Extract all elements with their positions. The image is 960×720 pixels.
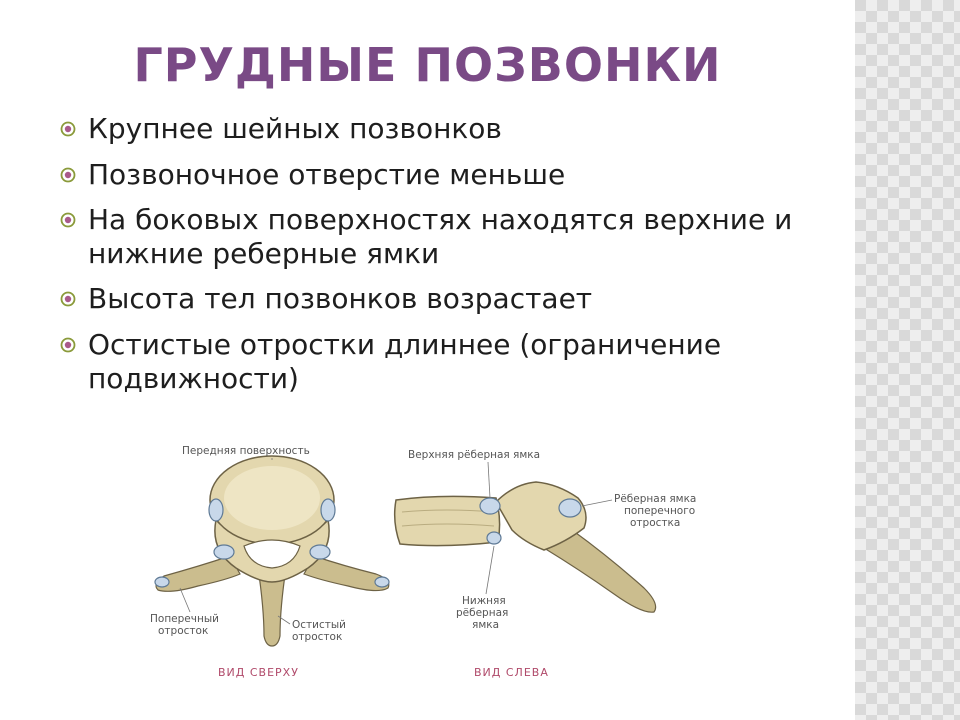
articular-facet-right bbox=[310, 545, 330, 559]
bullet-text: Остистые отростки длиннее (ограничение подвижности) bbox=[88, 327, 722, 395]
circle-bullet-icon bbox=[60, 121, 76, 137]
bullet-item bbox=[58, 112, 818, 146]
bullet-item bbox=[58, 203, 818, 270]
label-lower-fovea-line3: ямка bbox=[472, 619, 500, 631]
bullet-text: Высота тел позвонков возрастает bbox=[88, 282, 593, 316]
bullet-text: Позвоночное отверстие меньше bbox=[88, 157, 566, 191]
label-spinous-line2: отросток bbox=[292, 631, 343, 643]
slide-title: ГРУДНЫЕ ПОЗВОНКИ bbox=[133, 38, 722, 92]
label-front-surface: Передняя поверхность bbox=[182, 445, 310, 457]
label-transverse-line2: отросток bbox=[158, 625, 209, 637]
decorative-side-band bbox=[855, 0, 960, 720]
circle-bullet-icon bbox=[60, 212, 76, 228]
bullet-text: Крупнее шейных позвонков bbox=[88, 112, 502, 145]
costal-facet-left bbox=[209, 499, 223, 521]
caption-side-view: ВИД СЛЕВА bbox=[474, 666, 549, 679]
vertebra-illustration bbox=[140, 438, 740, 688]
transverse-costal-fovea bbox=[559, 499, 581, 517]
label-transverse-fovea-line2: поперечного bbox=[624, 505, 696, 517]
circle-bullet-icon bbox=[60, 167, 76, 183]
bullet-item bbox=[58, 282, 818, 316]
bullet-item bbox=[58, 158, 818, 192]
vertebra-top-view bbox=[150, 445, 389, 679]
circle-bullet-icon bbox=[60, 291, 76, 307]
transverse-facet-left bbox=[155, 577, 169, 587]
vertebra-side-view bbox=[395, 449, 697, 679]
transverse-facet-right bbox=[375, 577, 389, 587]
label-upper-fovea: Верхняя рёберная ямка bbox=[408, 449, 541, 461]
bullet-list bbox=[58, 112, 818, 407]
costal-facet-right bbox=[321, 499, 335, 521]
circle-bullet-icon bbox=[60, 337, 76, 353]
upper-costal-fovea bbox=[480, 498, 500, 514]
bullet-item bbox=[58, 328, 818, 395]
label-lower-fovea-line1: Нижняя bbox=[462, 595, 506, 607]
label-transverse-fovea-line1: Рёберная ямка bbox=[614, 493, 697, 505]
label-lower-fovea-line2: рёберная bbox=[456, 607, 509, 619]
caption-top-view: ВИД СВЕРХУ bbox=[218, 666, 299, 679]
lower-costal-fovea bbox=[487, 532, 501, 544]
articular-facet-left bbox=[214, 545, 234, 559]
label-transverse-fovea-line3: отростка bbox=[630, 517, 681, 529]
label-transverse-line1: Поперечный bbox=[150, 613, 219, 625]
label-spinous-line1: Остистый bbox=[292, 619, 346, 631]
bullet-text: На боковых поверхностях находятся верхние и нижние реберные ямки bbox=[88, 203, 793, 270]
